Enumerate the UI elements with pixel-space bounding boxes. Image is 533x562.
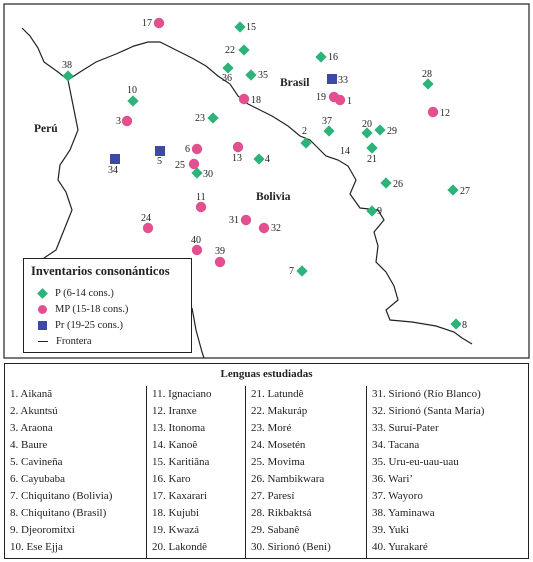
legend-item-mp — [38, 304, 128, 316]
marker-diamond-26 — [380, 177, 391, 188]
legend-item-border — [38, 336, 92, 348]
legend-item-p — [38, 288, 114, 300]
table-cell: 29. Sabanê — [251, 524, 300, 536]
marker-label-38: 38 — [62, 60, 72, 71]
marker-circle-40 — [192, 245, 202, 255]
languages-table — [4, 363, 529, 559]
country-label-brasil: Brasil — [280, 77, 310, 89]
marker-diamond-2 — [300, 137, 311, 148]
legend-title: Inventarios consonánticos — [31, 264, 170, 278]
table-cell: 13. Itonoma — [152, 422, 206, 434]
table-cell: 3. Araona — [10, 422, 53, 434]
marker-diamond-35 — [245, 69, 256, 80]
marker-label-8: 8 — [462, 320, 467, 331]
table-column — [146, 386, 246, 558]
table-cell: 9. Djeoromitxi — [10, 524, 75, 536]
marker-circle-12 — [428, 107, 438, 117]
marker-diamond-10 — [127, 95, 138, 106]
table-cell: 18. Kujubi — [152, 507, 200, 519]
line-icon — [38, 341, 48, 342]
legend-label-mp: MP (15-18 cons.) — [55, 304, 129, 315]
marker-circle-39 — [215, 257, 225, 267]
table-cell: 33. Suruí-Pater — [372, 422, 439, 434]
table-cell: 27. Paresí — [251, 490, 295, 502]
marker-square-33 — [327, 74, 337, 84]
marker-diamond-4 — [253, 153, 264, 164]
marker-circle-11 — [196, 202, 206, 212]
circle-icon — [38, 305, 47, 314]
table-cell: 6. Cayubaba — [10, 473, 65, 485]
table-cell: 37. Wayoro — [372, 490, 423, 502]
border-peru-bolivia — [44, 80, 78, 258]
marker-label-24: 24 — [141, 213, 151, 224]
marker-label-17: 17 — [142, 18, 152, 29]
table-cell: 40. Yurakaré — [372, 541, 428, 553]
marker-label-27: 27 — [460, 186, 470, 197]
marker-label-37: 37 — [322, 116, 332, 127]
marker-label-32: 32 — [271, 223, 281, 234]
marker-label-6: 6 — [185, 144, 190, 155]
marker-diamond-7 — [296, 265, 307, 276]
country-label-peru: Perú — [34, 123, 58, 135]
marker-label-9: 9 — [377, 206, 382, 217]
marker-label-35: 35 — [258, 70, 268, 81]
table-cell: 11. Ignaciano — [152, 388, 212, 400]
legend-item-pr — [38, 320, 123, 332]
table-cell: 24. Mosetén — [251, 439, 306, 451]
table-column — [366, 386, 530, 558]
marker-circle-3 — [122, 116, 132, 126]
marker-diamond-37 — [323, 125, 334, 136]
border-south — [192, 308, 204, 358]
marker-label-34: 34 — [108, 165, 118, 176]
country-label-bolivia: Bolivia — [256, 191, 291, 203]
marker-diamond-38 — [62, 70, 73, 81]
marker-label-18: 18 — [251, 95, 261, 106]
table-cell: 2. Akuntsú — [10, 405, 58, 417]
marker-diamond-23 — [207, 112, 218, 123]
table-title: Lenguas estudiadas — [220, 368, 313, 380]
marker-label-21: 21 — [367, 154, 377, 165]
legend — [23, 258, 192, 353]
marker-circle-31 — [241, 215, 251, 225]
marker-label-30: 30 — [203, 169, 213, 180]
marker-label-19: 19 — [316, 92, 326, 103]
table-cell: 26. Nambikwara — [251, 473, 325, 485]
marker-diamond-36 — [222, 62, 233, 73]
table-cell: 38. Yaminawa — [372, 507, 435, 519]
marker-label-20: 20 — [362, 119, 372, 130]
square-icon — [38, 321, 47, 330]
marker-label-36: 36 — [222, 73, 232, 84]
table-cell: 14. Kanoê — [152, 439, 198, 451]
table-cell: 20. Lakondê — [152, 541, 207, 553]
marker-circle-13 — [233, 142, 243, 152]
marker-circle-32 — [259, 223, 269, 233]
legend-label-border: Frontera — [56, 336, 92, 347]
table-column — [245, 386, 367, 558]
marker-label-1: 1 — [347, 96, 352, 107]
table-cell: 12. Iranxe — [152, 405, 197, 417]
marker-label-40: 40 — [191, 235, 201, 246]
marker-label-15: 15 — [246, 22, 256, 33]
marker-circle-24 — [143, 223, 153, 233]
marker-label-28: 28 — [422, 69, 432, 80]
table-cell: 1. Aikanã — [10, 388, 53, 400]
marker-diamond-27 — [447, 184, 458, 195]
table-cell: 17. Kaxarari — [152, 490, 207, 502]
marker-label-11: 11 — [196, 192, 206, 203]
table-cell: 4. Baure — [10, 439, 48, 451]
table-cell: 21. Latundê — [251, 388, 304, 400]
marker-diamond-8 — [450, 318, 461, 329]
table-cell: 35. Uru-eu-uau-uau — [372, 456, 459, 468]
marker-circle-19 — [329, 92, 339, 102]
table-cell: 32. Sirionó (Santa María) — [372, 405, 485, 417]
table-cell: 30. Sirionó (Beni) — [251, 541, 331, 553]
marker-label-7: 7 — [289, 266, 294, 277]
marker-label-26: 26 — [393, 179, 403, 190]
marker-circle-6 — [192, 144, 202, 154]
marker-circle-17 — [154, 18, 164, 28]
marker-label-14: 14 — [340, 146, 350, 157]
table-column — [5, 386, 146, 558]
marker-label-3: 3 — [116, 116, 121, 127]
table-cell: 7. Chiquitano (Bolivia) — [10, 490, 113, 502]
marker-diamond-9 — [366, 205, 377, 216]
marker-label-22: 22 — [225, 45, 235, 56]
marker-square-34 — [110, 154, 120, 164]
marker-label-25: 25 — [175, 160, 185, 171]
marker-label-5: 5 — [157, 156, 162, 167]
table-cell: 5. Cavineña — [10, 456, 63, 468]
marker-label-31: 31 — [229, 215, 239, 226]
table-cell: 34. Tacana — [372, 439, 420, 451]
marker-diamond-21 — [366, 142, 377, 153]
table-cell: 39. Yuki — [372, 524, 409, 536]
diamond-icon — [37, 288, 48, 299]
table-cell: 16. Karo — [152, 473, 191, 485]
legend-label-pr: Pr (19-25 cons.) — [55, 320, 123, 331]
marker-diamond-29 — [374, 124, 385, 135]
marker-label-12: 12 — [440, 108, 450, 119]
table-cell: 28. Rikbaktsá — [251, 507, 312, 519]
marker-label-10: 10 — [127, 85, 137, 96]
marker-label-4: 4 — [265, 154, 270, 165]
table-cell: 10. Ese Ejja — [10, 541, 63, 553]
marker-label-33: 33 — [338, 75, 348, 86]
marker-diamond-15 — [234, 21, 245, 32]
marker-label-13: 13 — [232, 153, 242, 164]
marker-diamond-28 — [422, 78, 433, 89]
marker-square-5 — [155, 146, 165, 156]
marker-diamond-22 — [238, 44, 249, 55]
marker-label-16: 16 — [328, 52, 338, 63]
marker-label-39: 39 — [215, 246, 225, 257]
marker-label-2: 2 — [302, 126, 307, 137]
table-cell: 22. Makuráp — [251, 405, 308, 417]
table-cell: 8. Chiquitano (Brasil) — [10, 507, 107, 519]
legend-label-p: P (6-14 cons.) — [55, 288, 114, 299]
table-cell: 15. Karitiâna — [152, 456, 210, 468]
table-cell: 25. Movima — [251, 456, 305, 468]
marker-diamond-16 — [315, 51, 326, 62]
table-cell: 19. Kwazá — [152, 524, 200, 536]
table-cell: 23. Moré — [251, 422, 292, 434]
table-cell: 36. Wari’ — [372, 473, 414, 485]
marker-circle-18 — [239, 94, 249, 104]
marker-circle-25 — [189, 159, 199, 169]
table-cell: 31. Sirionó (Río Blanco) — [372, 388, 481, 400]
marker-label-23: 23 — [195, 113, 205, 124]
marker-label-29: 29 — [387, 126, 397, 137]
